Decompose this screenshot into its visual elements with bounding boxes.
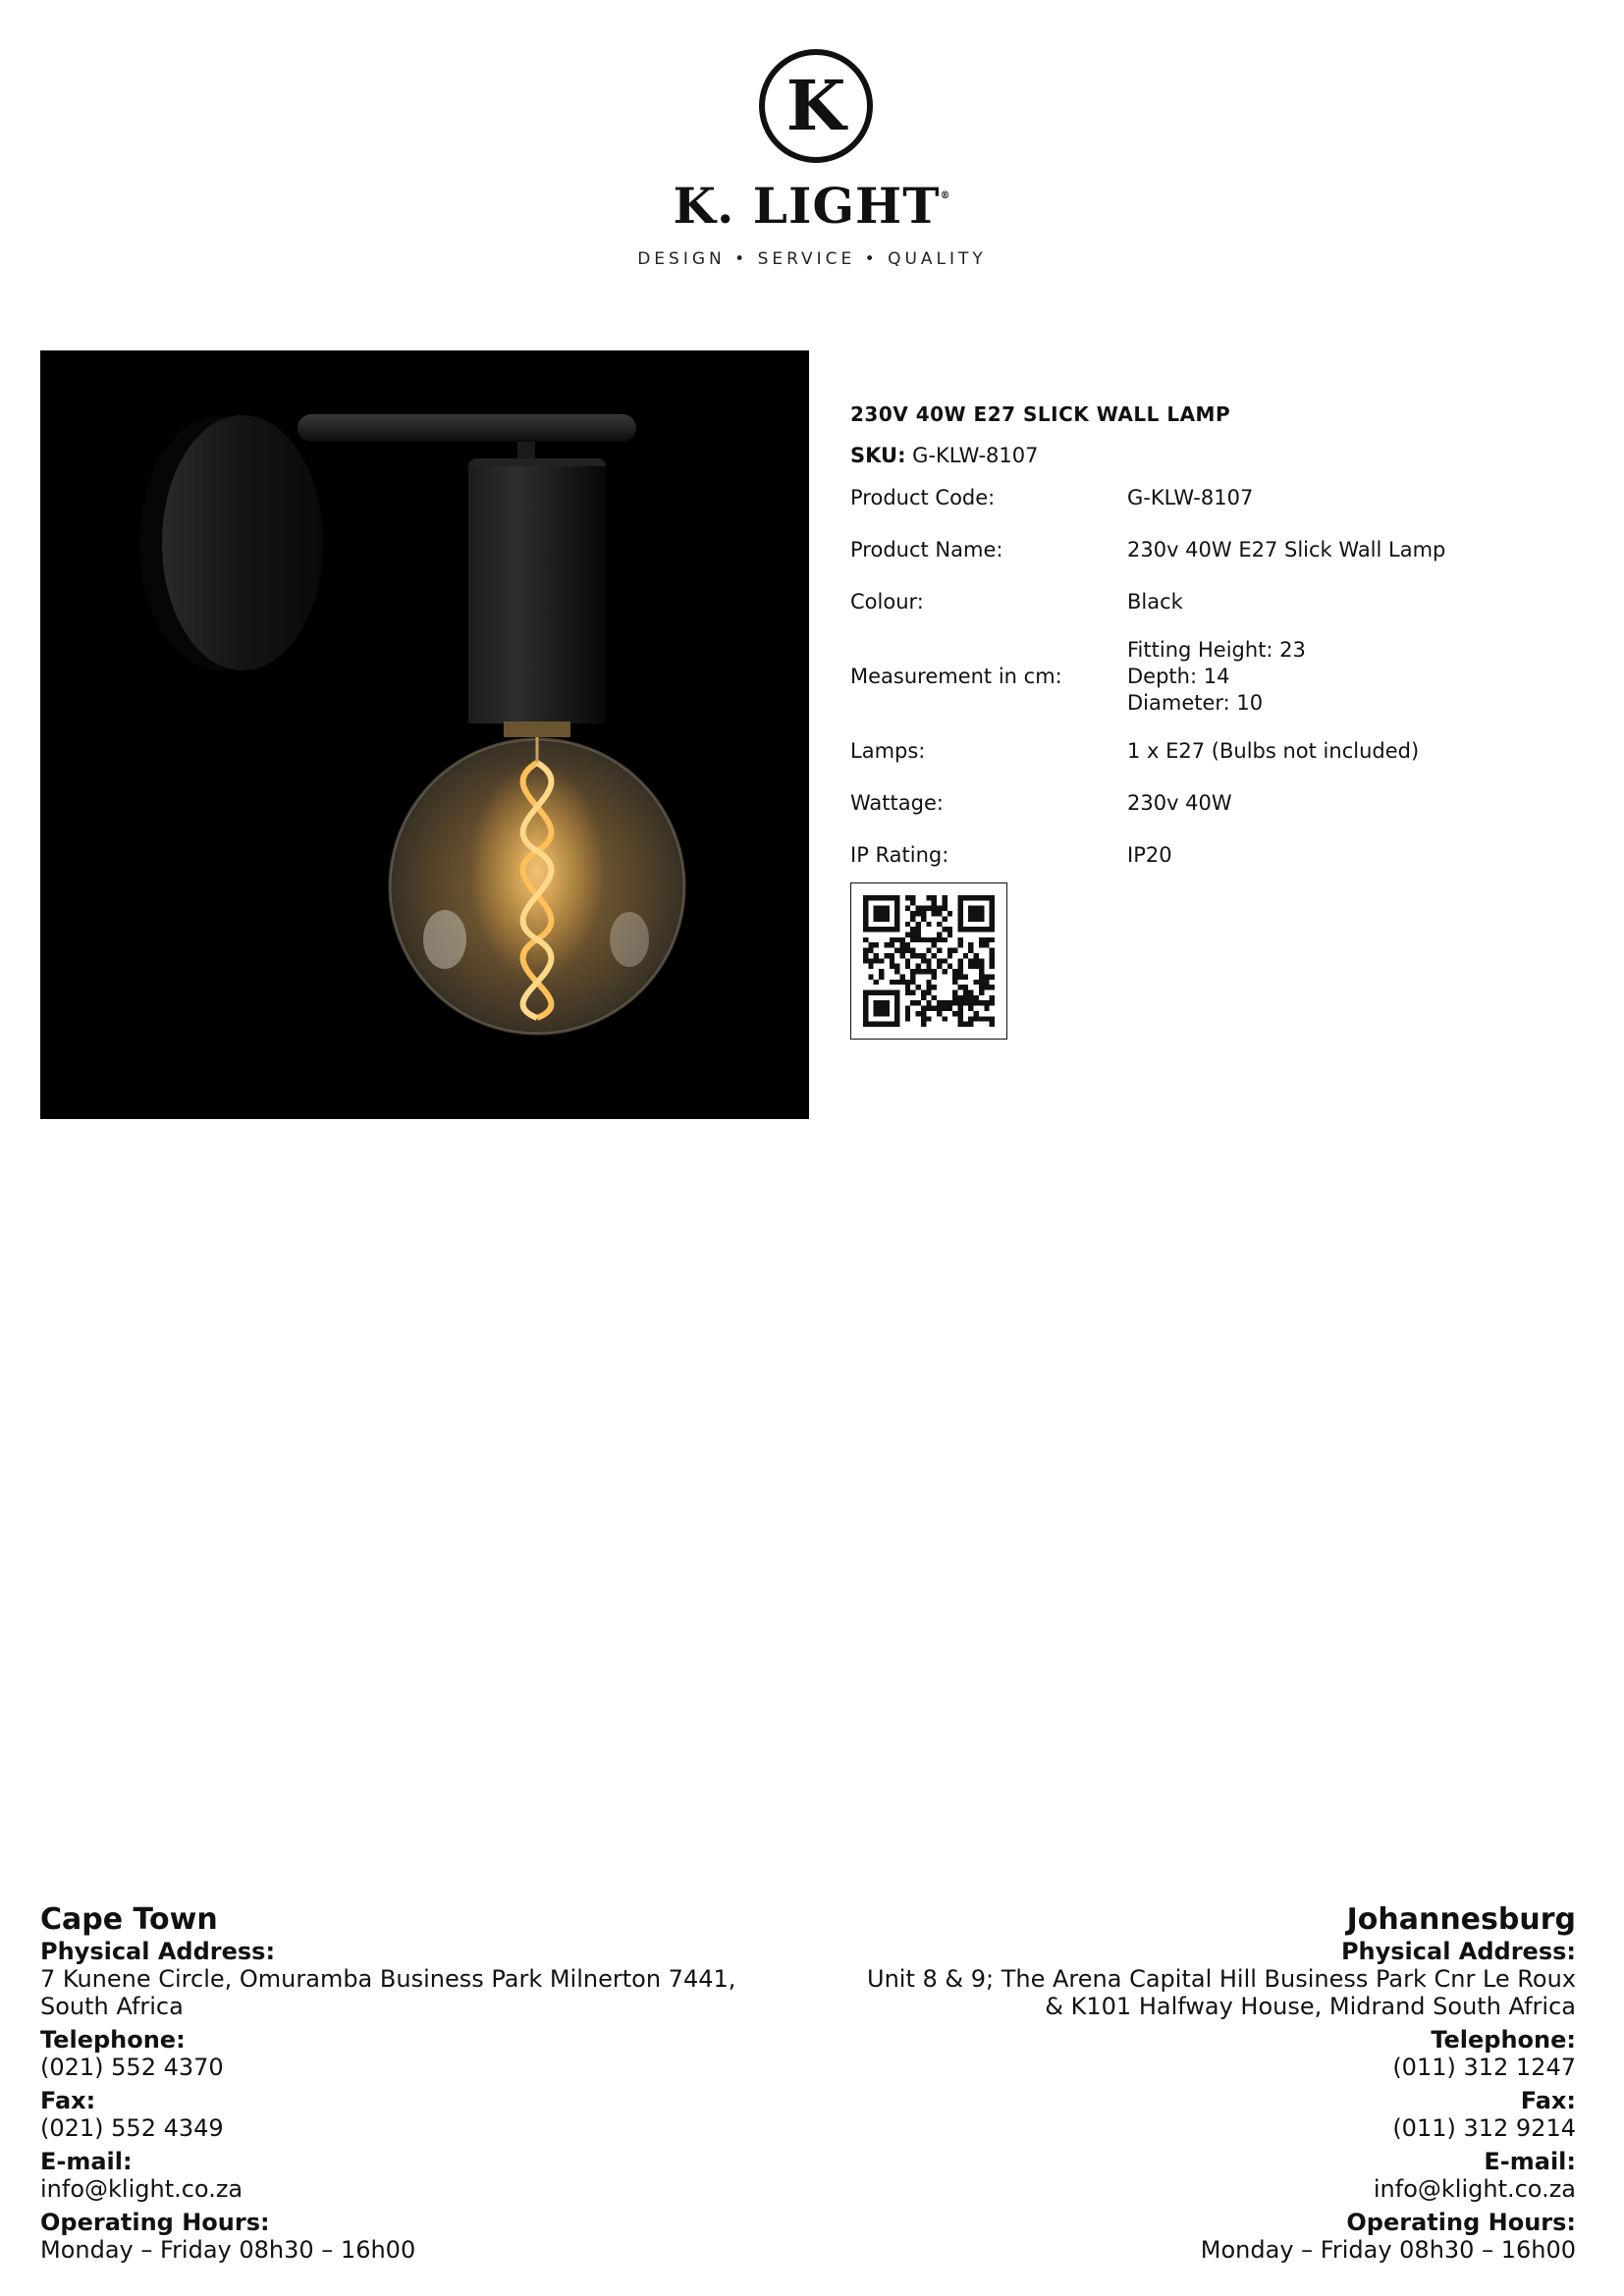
- spec-label: Measurement in cm:: [850, 665, 1062, 688]
- fax-value: (021) 552 4349: [40, 2114, 224, 2142]
- spec-row-wattage: [850, 790, 1577, 817]
- qr-code-icon: [863, 895, 995, 1027]
- spec-label: Wattage:: [850, 791, 944, 815]
- spec-label: Product Name:: [850, 538, 1003, 561]
- spec-label: IP Rating:: [850, 843, 949, 867]
- address-label: Physical Address:: [40, 1938, 276, 1965]
- spec-panel: [850, 402, 1577, 1040]
- address-line: Unit 8 & 9; The Arena Capital Hill Business Park Cnr Le Roux: [867, 1965, 1576, 1993]
- spec-value: G-KLW-8107: [1127, 486, 1254, 509]
- fax-value: (011) 312 9214: [1392, 2114, 1576, 2142]
- hours-value: Monday – Friday 08h30 – 16h00: [40, 2236, 416, 2264]
- brand-name: K. LIGHT®: [673, 177, 951, 235]
- telephone-value[interactable]: (021) 552 4370: [40, 2054, 224, 2081]
- spec-label: Lamps:: [850, 739, 926, 763]
- office-cape-town: [40, 1902, 826, 2264]
- measurement-line: Fitting Height: 23: [1127, 638, 1306, 662]
- telephone-label: Telephone:: [40, 2026, 186, 2054]
- sku-value: G-KLW-8107: [912, 444, 1039, 467]
- hours-label: Operating Hours:: [1346, 2209, 1576, 2236]
- fax-label: Fax:: [40, 2087, 96, 2114]
- spec-row-ip-rating: [850, 842, 1577, 869]
- wall-lamp-image-icon: [40, 350, 809, 1119]
- spec-value: 1 x E27 (Bulbs not included): [1127, 739, 1420, 763]
- office-city: Cape Town: [40, 1902, 218, 1937]
- qr-code[interactable]: [850, 882, 1007, 1040]
- product-title: 230V 40W E27 SLICK WALL LAMP: [850, 402, 1231, 426]
- office-city: Johannesburg: [1346, 1902, 1576, 1937]
- spec-row-colour: [850, 589, 1577, 615]
- spec-value: 230v 40W E27 Slick Wall Lamp: [1127, 538, 1446, 561]
- address-label: Physical Address:: [1340, 1938, 1576, 1965]
- brand-logo: [0, 0, 1624, 294]
- registered-mark: ®: [940, 190, 951, 201]
- address-line: & K101 Halfway House, Midrand South Africa: [1045, 1993, 1576, 2020]
- sku-label: SKU:: [850, 444, 906, 467]
- spec-row-product-name: [850, 537, 1577, 563]
- spec-value: IP20: [1127, 843, 1172, 867]
- spec-value: Black: [1127, 590, 1183, 614]
- telephone-value[interactable]: (011) 312 1247: [1392, 2054, 1576, 2081]
- measurement-line: Diameter: 10: [1127, 691, 1264, 715]
- email-label: E-mail:: [1484, 2148, 1576, 2175]
- office-johannesburg: [790, 1902, 1576, 2264]
- address-line: 7 Kunene Circle, Omuramba Business Park Milnerton 7441,: [40, 1965, 736, 1993]
- spec-value: 230v 40W: [1127, 791, 1232, 815]
- brand-tagline: DESIGN • SERVICE • QUALITY: [637, 249, 987, 269]
- spec-row-product-code: [850, 485, 1577, 511]
- email-label: E-mail:: [40, 2148, 133, 2175]
- address-line: South Africa: [40, 1993, 184, 2020]
- fax-label: Fax:: [1520, 2087, 1576, 2114]
- email-link[interactable]: info@klight.co.za: [40, 2175, 244, 2203]
- spec-label: Product Code:: [850, 486, 996, 509]
- measurement-line: Depth: 14: [1127, 665, 1230, 688]
- spec-row-measurement: [850, 637, 1577, 717]
- sku-line: [850, 444, 1577, 467]
- emblem-letter: K: [785, 65, 846, 146]
- k-emblem-icon: [757, 47, 875, 165]
- spec-value: [1127, 637, 1577, 717]
- product-photo: [40, 350, 809, 1119]
- hours-label: Operating Hours:: [40, 2209, 270, 2236]
- hours-value: Monday – Friday 08h30 – 16h00: [1200, 2236, 1576, 2264]
- spec-row-lamps: [850, 738, 1577, 765]
- telephone-label: Telephone:: [1431, 2026, 1576, 2054]
- email-link[interactable]: info@klight.co.za: [1373, 2175, 1576, 2203]
- spec-label: Colour:: [850, 590, 924, 614]
